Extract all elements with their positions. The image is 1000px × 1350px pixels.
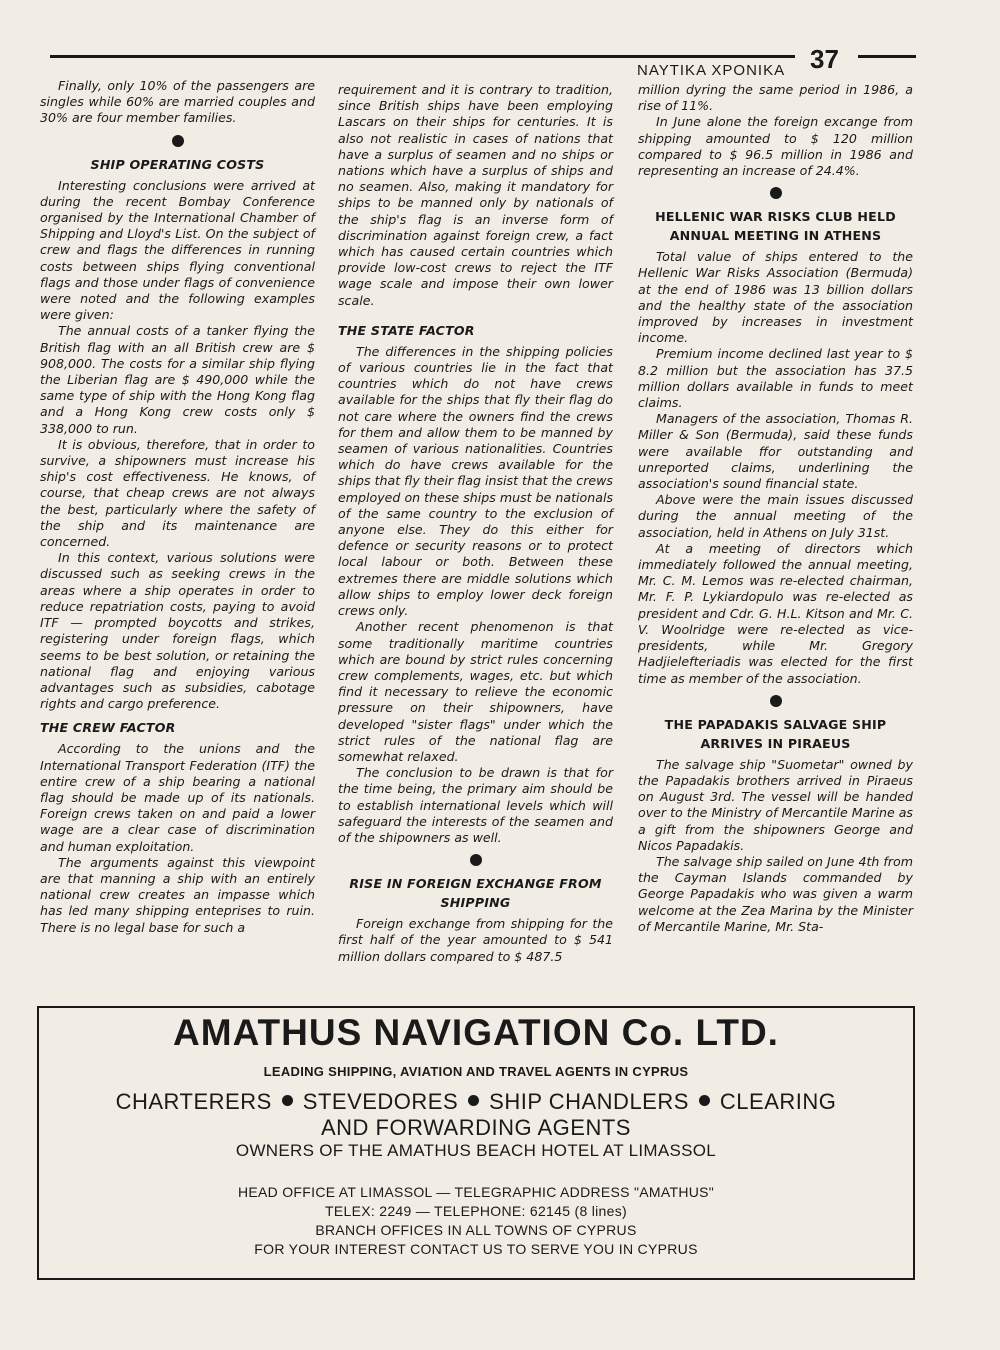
paragraph: Above were the main issues discussed during the annual meeting of the association, held in Athens on July 31st. bbox=[638, 492, 913, 540]
bullet-dot bbox=[468, 1095, 479, 1106]
paragraph: At a meeting of directors which immediately followed the annual meeting, Mr. C. M. Lemos was re-elected chairman, Mr. F. P. Lykiardopulo was re-elected as president and Cdr. G. H.L. Kitson and Mr. C. V. Woolridge were re-elected as vice-presidents, while Mr. Gregory Hadjielefteriadis was elected for the first time as member of the association. bbox=[638, 540, 913, 686]
service-stevedores: STEVEDORES bbox=[302, 1089, 459, 1114]
heading-war-risks-club: HELLENIC WAR RISKS CLUB HELD ANNUAL MEETING IN ATHENS bbox=[655, 209, 896, 244]
contact-interest: FOR YOUR INTEREST CONTACT US TO SERVE YOU IN CYPRUS bbox=[254, 1241, 698, 1257]
paragraph: The salvage ship sailed on June 4th from the Cayman Islands commanded by George Papadakis who was given a warm welcome at the Zea Marina by the Minister of Mercantile Marine, Mr. Sta- bbox=[638, 853, 913, 934]
contact-branches: BRANCH OFFICES IN ALL TOWNS OF CYPRUS bbox=[315, 1222, 637, 1238]
bullet-dot bbox=[282, 1095, 293, 1106]
paragraph: Total value of ships entered to the Hellenic War Risks Association (Bermuda) at the end of 1986 was 13 billion dollars and the healthy state of the association improved by increases in investment income. bbox=[638, 249, 913, 346]
heading-state-factor: THE STATE FACTOR bbox=[338, 322, 475, 338]
ad-subtitle: LEADING SHIPPING, AVIATION AND TRAVEL AGENTS IN CYPRUS bbox=[263, 1064, 689, 1079]
column-3 bbox=[638, 82, 913, 935]
bullet-separator bbox=[770, 187, 782, 199]
service-clearing: CLEARING bbox=[719, 1089, 837, 1114]
paragraph: It is obvious, therefore, that in order to survive, a shipowners must increase his ship's cost effectiveness. He knows, of course, that cheap crews are not always the best, particularly where the safety of the ship and its maintenance are concerned. bbox=[40, 436, 315, 550]
paragraph: In June alone the foreign excange from shipping amounted to $ 120 million compared to $ 96.5 million in 1986 and representing an increase of 24.4%. bbox=[638, 114, 913, 179]
service-forwarding: AND FORWARDING AGENTS bbox=[321, 1115, 631, 1140]
paragraph: The annual costs of a tanker flying the British flag with an all British crew are $ 908,000. The costs for a similar ship flying the Liberian flag are $ 490,000 while the same type of ship with the Hong Kong flag and a Hong Kong crew costs only $ 338,000 to run. bbox=[40, 323, 315, 436]
heading-ship-operating-costs: SHIP OPERATING COSTS bbox=[90, 156, 265, 172]
paragraph: Premium income declined last year to $ 8.2 million but the association has 37.5 million dollars available in funds to meet claims. bbox=[638, 346, 913, 411]
paragraph: requirement and it is contrary to tradition, since British ships have been employing Lascars on their ships for centuries. It is also not realistic in cases of nations that have a surplus of seamen and no ships or nations which have a surplus of ships and no seamen. Also, making it mandatory for ships to be manned only by nationals of the ship's flag is an inverse form of discrimination against foreign crew, a fact which has caused certain countries which provide low-cost crews to reject the ITF wage scale and impose their own lower scale. bbox=[338, 82, 613, 308]
column-1 bbox=[40, 78, 315, 936]
heading-crew-factor: THE CREW FACTOR bbox=[40, 720, 176, 736]
header-rule-short bbox=[858, 55, 916, 58]
contact-head-office: HEAD OFFICE AT LIMASSOL — TELEGRAPHIC ADDRESS "AMATHUS" bbox=[237, 1184, 715, 1200]
heading-salvage-ship: THE PAPADAKIS SALVAGE SHIP ARRIVES IN PIRAEUS bbox=[664, 716, 887, 751]
paragraph: Another recent phenomenon is that some traditionally maritime countries which are bound by strict rules concerning crew complements, wages, etc. but which find it necessary to relieve the economic pressure on their shipowners, have developed "sister flags" under which the strict rules of the national flag are somewhat relaxed. bbox=[338, 619, 613, 764]
page-number: 37 bbox=[810, 44, 839, 74]
bullet-separator bbox=[172, 135, 184, 147]
ad-owners-line: OWNERS OF THE AMATHUS BEACH HOTEL AT LIMASSOL bbox=[235, 1141, 717, 1160]
bullet-separator bbox=[470, 854, 482, 866]
service-charterers: CHARTERERS bbox=[115, 1089, 272, 1114]
service-ship-chandlers: SHIP CHANDLERS bbox=[489, 1089, 689, 1114]
advertisement-box bbox=[37, 1006, 915, 1280]
paragraph: Finally, only 10% of the passengers are singles while 60% are married couples and 30% are four member families. bbox=[40, 78, 315, 126]
ad-contact-block bbox=[39, 1183, 913, 1259]
paragraph: The salvage ship "Suometar" owned by the Papadakis brothers arrived in Piraeus on August 3rd. The vessel will be handed over to the Ministry of Mercantile Marine as a gift from the shipowners George and Nicos Papadakis. bbox=[638, 756, 913, 853]
paragraph: Foreign exchange from shipping for the first half of the year amounted to $ 541 million dollars compared to $ 487.5 bbox=[338, 916, 613, 964]
bullet-separator bbox=[770, 695, 782, 707]
paragraph: In this context, various solutions were discussed such as seeking crews in the areas where a ship operates in order to reduce repatriation costs, paying to avoid ITF — prompted boycotts and strikes, registering under foreign flags, which seems to be best solution, or retaining the national flag and enjoying various advantages such as subsidies, cabotage rights and cargo preference. bbox=[40, 550, 315, 712]
column-2 bbox=[338, 82, 613, 965]
ad-services bbox=[39, 1089, 913, 1141]
paragraph: Interesting conclusions were arrived at during the recent Bombay Conference organised by the International Chamber of Shipping and Lloyd's List. On the subject of crew and flags the differences in running costs between ships flying conventional flags and those under flags of convenience were noted and the following examples were given: bbox=[40, 177, 315, 323]
ad-title: AMATHUS NAVIGATION Co. LTD. bbox=[173, 1012, 779, 1053]
paragraph: According to the unions and the International Transport Federation (ITF) the entire crew of a ship bearing a national flag should be made up of its nationals. Foreign crews taken on and paid a lower wage are a clear case of discrimination and human exploitation. bbox=[40, 741, 315, 854]
paragraph: The arguments against this viewpoint are that manning a ship with an entirely national crew creates an impasse which has led many shipping enteprises to ruin. There is no legal base for such a bbox=[40, 854, 315, 935]
heading-foreign-exchange: RISE IN FOREIGN EXCHANGE FROM SHIPPING bbox=[349, 876, 602, 911]
paragraph: The conclusion to be drawn is that for the time being, the primary aim should be to establish international levels which will safeguard the interests of the seamen and of the shipowners as well. bbox=[338, 765, 613, 845]
paragraph: million dyring the same period in 1986, a rise of 11%. bbox=[638, 82, 913, 114]
paragraph: The differences in the shipping policies of various countries lie in the fact that countries which do not have crews available for the ships that fly their flag do not care where the owners find the crews for them and allow them to be manned by seamen of various nationalities. Countries which do have crews available for the ships that fly their flag insist that the crews employed on these ships must be nationals of the same country to the exclusion of anyone else. They do this either for defence or security reasons or to protect local labour or both. Between these extremes there are middle solutions which allow ships to employ lower deck foreign crews only. bbox=[338, 343, 613, 619]
bullet-dot bbox=[699, 1095, 710, 1106]
magazine-title: NAYTIKA XPONIKA bbox=[637, 62, 786, 79]
paragraph: Managers of the association, Thomas R. Miller & Son (Bermuda), said these funds were available ffor outstanding and unreported claims, underlining the association's sound financial state. bbox=[638, 411, 913, 492]
contact-telex: TELEX: 2249 — TELEPHONE: 62145 (8 lines) bbox=[325, 1203, 627, 1219]
header-rule bbox=[50, 55, 795, 58]
